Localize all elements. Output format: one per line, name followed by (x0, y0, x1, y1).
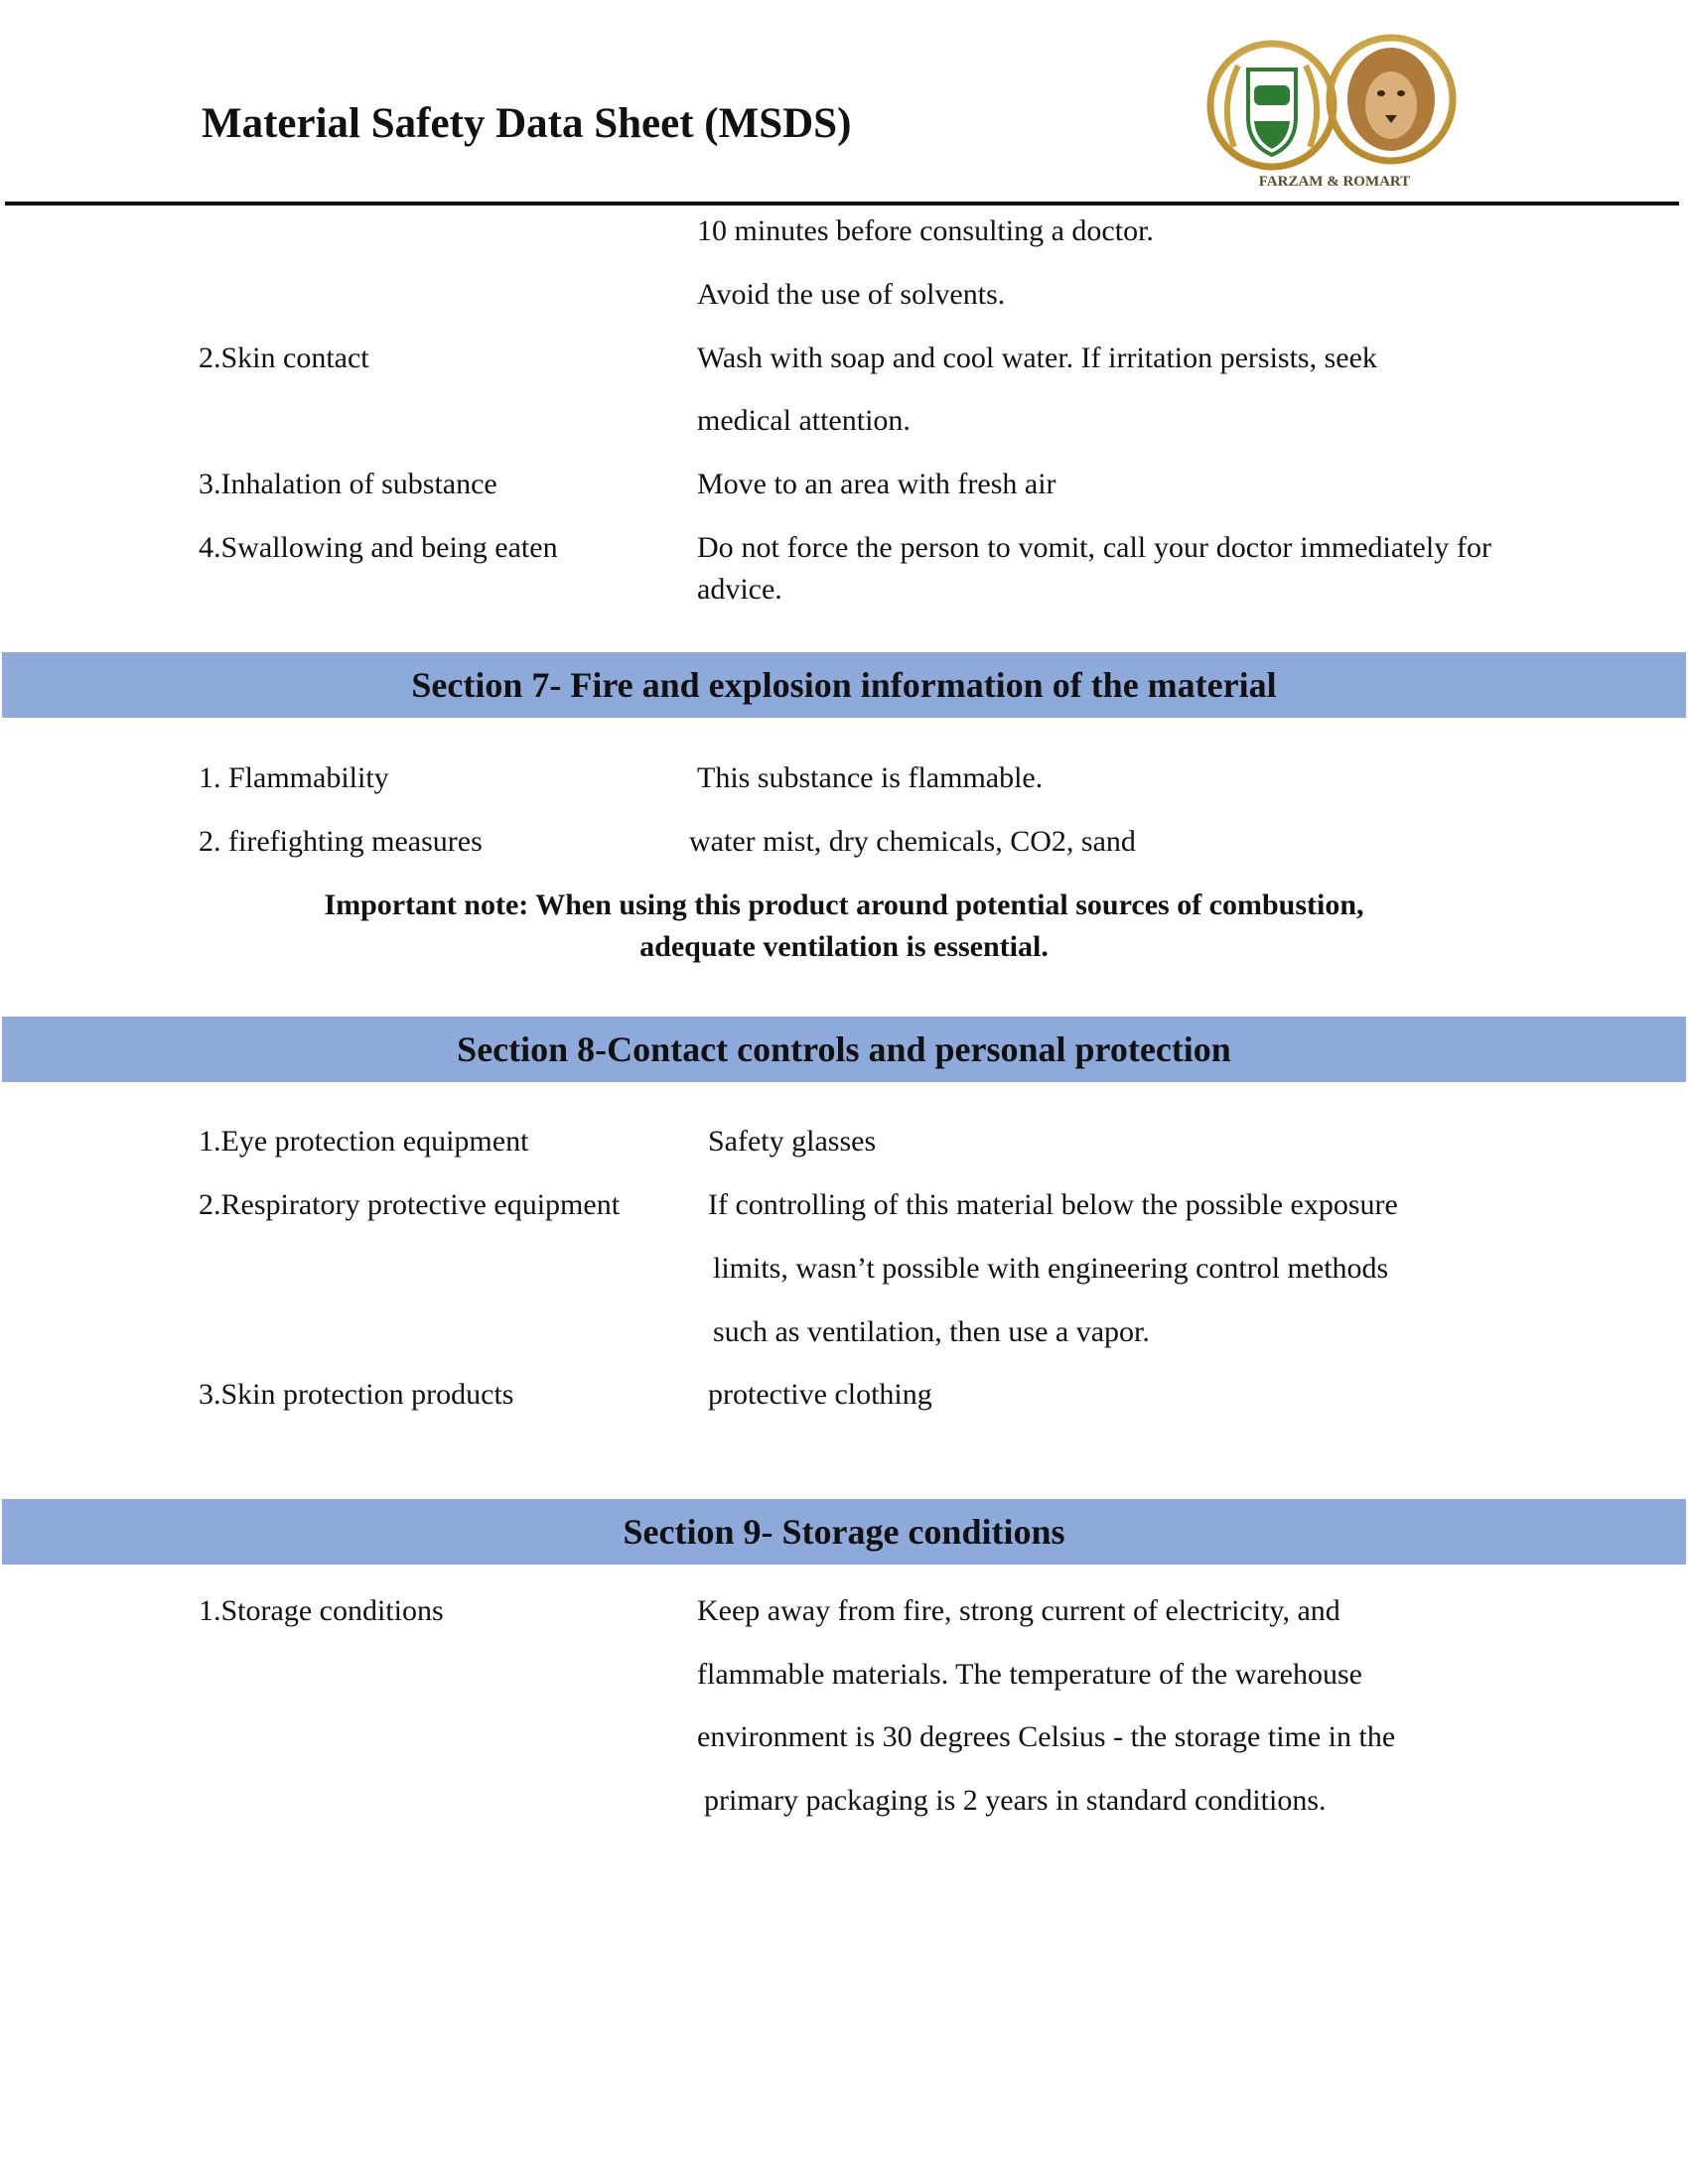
section-8-header (2, 1017, 1686, 1082)
section-7-header (2, 652, 1686, 718)
respiratory-label: 2.Respiratory protective equipment (199, 1188, 621, 1221)
skin-contact-text-line-1: Wash with soap and cool water. If irritation persists, seek (697, 341, 1377, 374)
respiratory-text-line-1: If controlling of this material below the possible exposure (708, 1188, 1398, 1221)
header-divider (5, 202, 1679, 205)
storage-text-line-3: environment is 30 degrees Celsius - the storage time in the (697, 1720, 1396, 1753)
eye-contact-text-line-1: 10 minutes before consulting a doctor. (697, 214, 1154, 247)
section-7-title: Section 7- Fire and explosion information of the material (411, 665, 1277, 705)
inhalation-label: 3.Inhalation of substance (199, 468, 497, 500)
important-note-line-1: Important note: When using this product around potential sources of combustion, (324, 888, 1364, 921)
section-9-header (2, 1499, 1686, 1565)
section-8-title: Section 8-Contact controls and personal protection (457, 1029, 1231, 1069)
storage-text-line-1: Keep away from fire, strong current of electricity, and (697, 1594, 1340, 1627)
important-note (159, 885, 1529, 968)
document-title: Material Safety Data Sheet (MSDS) (202, 100, 852, 147)
skin-protection-label: 3.Skin protection products (199, 1378, 514, 1411)
respiratory-text-line-3: such as ventilation, then use a vapor. (713, 1315, 1150, 1348)
firefighting-label: 2. firefighting measures (199, 825, 483, 858)
lion-emblem-icon (1330, 38, 1453, 161)
section-9-title: Section 9- Storage conditions (623, 1512, 1065, 1552)
eye-contact-text-line-2: Avoid the use of solvents. (697, 278, 1006, 311)
flammability-label: 1. Flammability (199, 761, 389, 794)
storage-label: 1.Storage conditions (199, 1594, 444, 1627)
swallowing-text: Do not force the person to vomit, call your doctor immediately for advice. (697, 531, 1491, 606)
important-note-line-2: adequate ventilation is essential. (639, 930, 1049, 963)
swallowing-label: 4.Swallowing and being eaten (199, 531, 558, 564)
skin-protection-value: protective clothing (708, 1378, 932, 1411)
flammability-value: This substance is flammable. (697, 761, 1044, 794)
skin-contact-label: 2.Skin contact (199, 341, 369, 374)
shield-emblem-icon (1210, 44, 1334, 167)
firefighting-value: water mist, dry chemicals, CO2, sand (689, 825, 1136, 858)
inhalation-text: Move to an area with fresh air (697, 468, 1056, 500)
storage-text-line-2: flammable materials. The temperature of the warehouse (697, 1658, 1362, 1691)
storage-text-line-4: primary packaging is 2 years in standard conditions. (704, 1784, 1327, 1817)
eye-protection-label: 1.Eye protection equipment (199, 1125, 529, 1158)
respiratory-text-line-2: limits, wasn’t possible with engineering control methods (713, 1252, 1389, 1285)
eye-protection-value: Safety glasses (708, 1125, 877, 1158)
skin-contact-text-line-2: medical attention. (697, 404, 911, 437)
logo-caption: FARZAM & ROMART (1258, 174, 1411, 190)
company-logo (1204, 18, 1465, 197)
